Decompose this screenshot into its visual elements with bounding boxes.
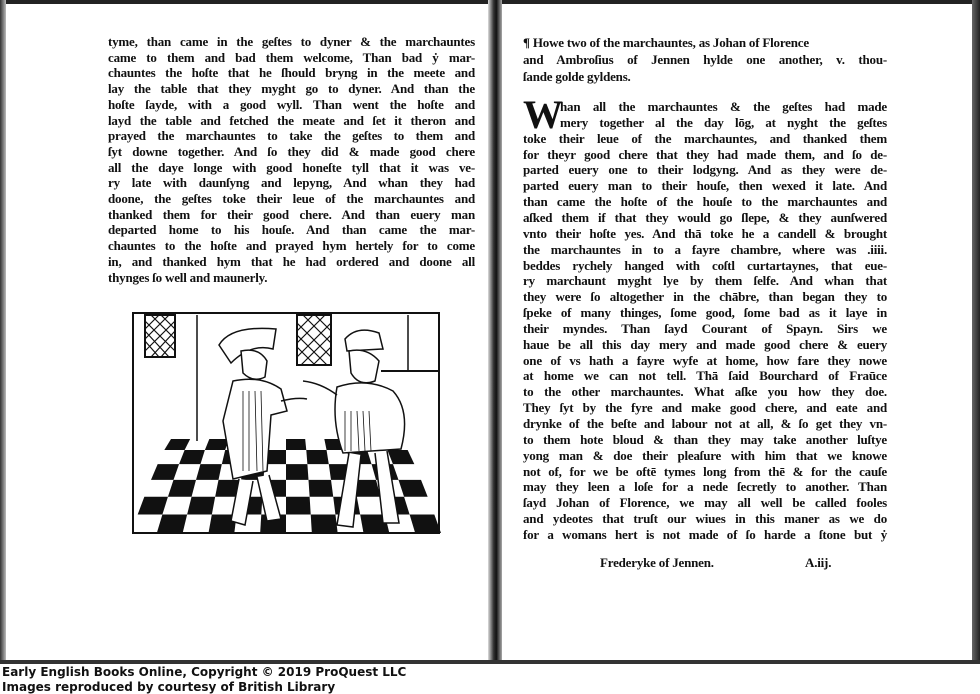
text-line: thanked them for their good chere. And than euery man — [108, 206, 475, 222]
floor-tile — [286, 439, 306, 450]
text-line: han all the marchauntes & the geſtes had made — [560, 99, 887, 114]
floor-tile — [286, 464, 309, 480]
floor-tile — [311, 515, 338, 533]
text-line: and ydeotes that truſt our wiues in this maner as we do — [523, 511, 887, 527]
text-line: all the daye longe with good honeſte tyll that it was ve- — [108, 159, 475, 175]
signature-mark: A.iij. — [805, 555, 832, 570]
page-edge-right — [972, 0, 980, 664]
text-line: for a womans hert is not made of ſo harde a ſtone but ẏ — [523, 526, 887, 542]
text-line: the marchauntes in to a fayre chambre, where was .iiii. — [523, 241, 887, 257]
chapter-heading-line: and Ambroſius of Jennen hylde one another, v. thou- — [523, 52, 887, 67]
text-line: aſked them if that they would go ſlepe, & they aunſwered — [523, 209, 887, 225]
text-line: came to them and bad them welcome, Than bad ẏ mar- — [108, 49, 475, 65]
text-line: hoſte ſayde, with a good wyll. Than went the hoſte and — [108, 96, 475, 112]
text-line: doone, the geſtes toke their leue of the marchauntes and — [108, 191, 475, 206]
text-line: parted euery man to their houſe, then wexed it late. And — [523, 178, 887, 194]
text-line: thynges ſo well and maunerly. — [108, 269, 268, 285]
chapter-heading-line: ¶ Howe two of the marchauntes, as Johan of Florence — [523, 35, 809, 50]
text-line: may they leen a loſe for a nede ſecretly to another. Than — [523, 479, 887, 495]
text-line: they were ſo altogether in the chābre, than began they to — [523, 289, 887, 305]
text-line: at home we can not tell. Thā ſaid Bourchard of Fraūce — [523, 368, 887, 384]
floor-tile — [157, 515, 187, 533]
text-line: prayed the marchauntes to take the geſtes to them and — [108, 128, 475, 144]
text-line: than came the hoſte of the houſe to the marchauntes and — [523, 194, 887, 210]
chapter-heading-line: ſande golde gyldens. — [523, 69, 631, 84]
text-line: haue be all this day mery and made good chere & euery — [523, 336, 887, 352]
catchword: Frederyke of Jennen. — [600, 555, 714, 570]
drop-cap: W — [523, 92, 563, 137]
text-line: parted euery one to their lodgyng. And as they were de- — [523, 162, 887, 178]
text-line: their myndes. Than ſayd Courant of Spayn. Sirs we — [523, 320, 887, 336]
library-credit: Images reproduced by courtesy of British Library — [2, 680, 336, 694]
lattice-window-left — [145, 315, 175, 357]
text-line: tyme, than came in the geſtes to dyner & the marchauntes — [108, 34, 475, 49]
woodcut-illustration — [131, 311, 441, 535]
text-line: lay the table that they myght go to dyner. And than the — [108, 81, 475, 97]
floor-tile — [205, 439, 229, 450]
floor-tile — [187, 497, 215, 515]
text-line: mery together al the day lōg, at nyght the geſtes — [560, 114, 887, 130]
text-line: chauntes to the hoſte and prayed hym hertely for to come — [108, 238, 475, 254]
floor-tile — [387, 450, 414, 464]
book-spine — [488, 0, 502, 664]
text-line: ſayd Johan of Florence, we may all well be called fooles — [523, 495, 887, 511]
text-line: chauntes the hoſte that he ſhould bryng in the meete and — [108, 65, 475, 81]
text-line: one of vs hath a fayre wyfe at home, how fare they nowe — [523, 352, 887, 368]
text-line: for theyr good chere that they had made them, and ſo de- — [523, 146, 887, 162]
floor-tile — [306, 450, 329, 464]
text-line: layd the table and fetched the meate and ſet it theron and — [108, 112, 475, 128]
floor-tile — [286, 497, 311, 515]
text-line: beddes rychely hanged with coſtl curtartaynes, that eue- — [523, 257, 887, 273]
floor-tile — [410, 515, 441, 533]
text-line: departed home to his houſe. And than came the mar- — [108, 222, 475, 238]
text-line: They ſyt by the fyre and make good chere, and eate and — [523, 400, 887, 416]
floor-tile — [138, 497, 168, 515]
text-line: vnto their hoſte yes. And thā toke he a candell & brought — [523, 225, 887, 241]
floor-tile — [164, 439, 190, 450]
text-line: drynke of the beſte and labour not at all, & ſo get they vn- — [523, 416, 887, 431]
copyright-notice: Early English Books Online, Copyright © 2019 ProQuest LLC — [2, 665, 407, 679]
text-line: to the other marchauntes. What aſke you how they doe. — [523, 384, 887, 400]
floor-tile — [151, 464, 179, 480]
page-edge-bottom — [0, 660, 980, 664]
page-edge-left — [0, 0, 6, 664]
text-line: toke their leue of the marchauntes, and thanked them — [523, 130, 887, 146]
text-line: ry marchaunt myght lye by them ſelfe. And whan that — [523, 273, 887, 289]
floor-tile — [196, 464, 222, 480]
lattice-window-right — [297, 315, 331, 365]
text-line: to them hote bloud & than they may take another luſtye — [523, 431, 887, 447]
floor-tile — [309, 480, 334, 497]
text-line: yong man & doe their pleaſure with him that we knowe — [523, 447, 887, 463]
text-line: ſyt downe together. And ſo they did & made good chere — [108, 143, 475, 159]
floor-tile — [168, 480, 196, 497]
text-line: in, and thanked hym that he had ordered and doone all — [108, 253, 475, 269]
floor-tile — [399, 480, 428, 497]
text-line: ry late with daunſyng and lepyng, And whan they had — [108, 175, 475, 191]
floor-tile — [179, 450, 205, 464]
text-line: ſpeke of many thinges, ſome good, ſome bad as it laye in — [523, 305, 887, 321]
text-line: not of, for we be oftē tymes long from thē & for the cauſe — [523, 463, 887, 479]
